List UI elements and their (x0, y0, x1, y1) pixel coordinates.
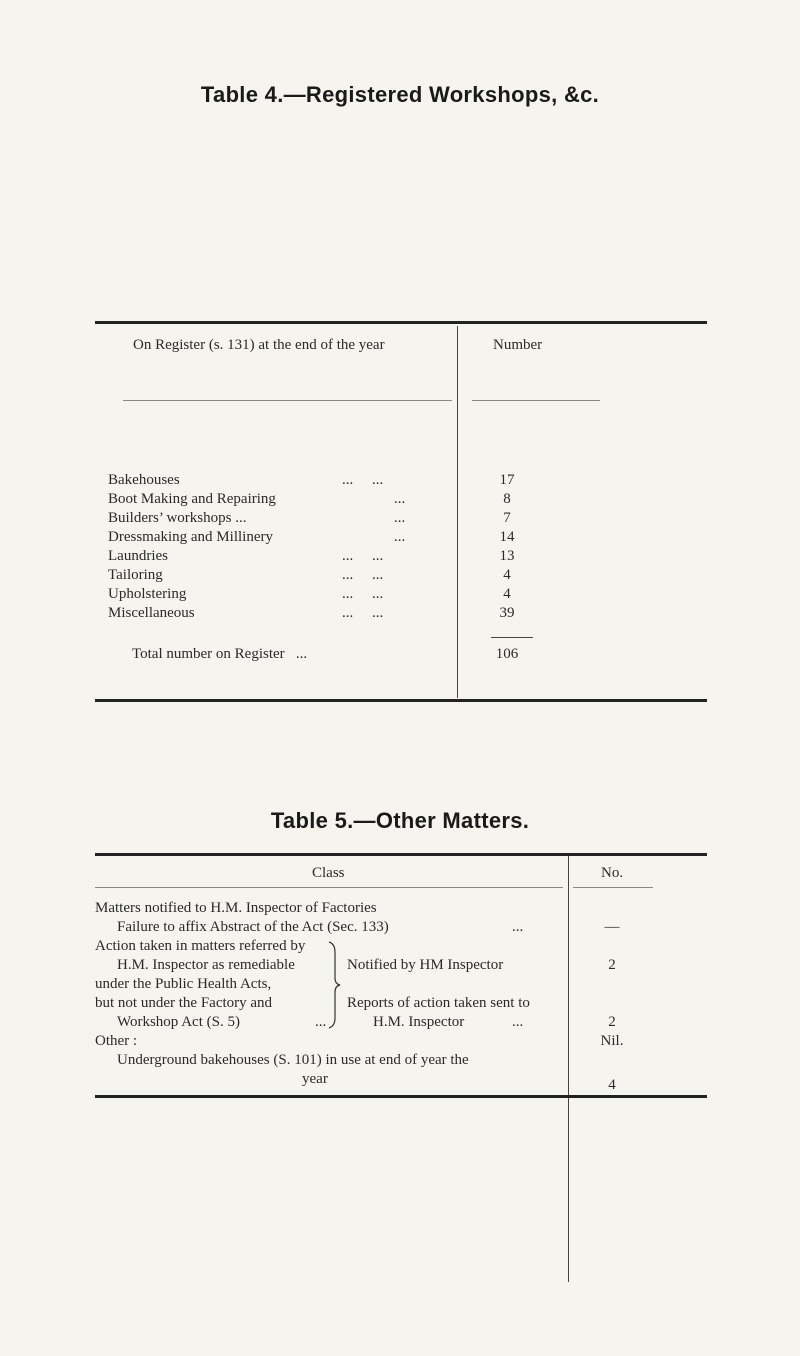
table5-bottom-rule (95, 1095, 707, 1098)
table4-row-value: 8 (503, 491, 511, 507)
table5-brace-icon (327, 940, 341, 1030)
table4-bottom-rule (95, 699, 707, 702)
table5-line-remediable: H.M. Inspector as remediable (117, 957, 295, 973)
table5-reports-dots: ... (512, 1014, 524, 1030)
table4-total-label: Total number on Register ... (132, 646, 308, 662)
table4-row-value: 4 (503, 586, 511, 602)
table4-row-label: Boot Making and Repairing (108, 491, 276, 507)
table4-row-dots: ... ... (342, 567, 384, 583)
table4-number-header-rule (472, 400, 600, 401)
table4-row-dots: ... ... (342, 586, 384, 602)
table5-failure-value: — (604, 919, 620, 935)
table5-class-header: Class (312, 865, 345, 881)
table5-notified: Notified by HM Inspector (347, 957, 504, 973)
table5-header-rule (95, 887, 563, 888)
table5-line-workshop-dots: ... (315, 1014, 327, 1030)
table4-row-dots: ... ... (342, 472, 384, 488)
table4-row-value: 7 (503, 510, 511, 526)
table5-line-failure-dots: ... (512, 919, 524, 935)
table4-row-label: Upholstering (108, 586, 187, 602)
table5-other: Other : (95, 1033, 138, 1049)
table5-line-factory: but not under the Factory and (95, 995, 273, 1011)
table5-underground-line1: Underground bakehouses (S. 101) in use at end of year the (117, 1052, 469, 1068)
table5-line-public-health: under the Public Health Acts, (95, 976, 272, 992)
table5-underground-value: 4 (608, 1077, 616, 1093)
table4-row-value: 14 (499, 529, 515, 545)
table4-row-dots: ... (394, 529, 406, 545)
table5-notified-value: 2 (608, 957, 616, 973)
table4-row-label: Laundries (108, 548, 168, 564)
table4-row-label: Builders’ workshops ... (108, 510, 247, 526)
table4-row-dots: ... (394, 510, 406, 526)
table4-row-label: Tailoring (108, 567, 163, 583)
table5-reports-value: 2 (608, 1014, 616, 1030)
table5-top-rule (95, 853, 707, 856)
table4-row-dots: ... ... (342, 548, 384, 564)
table5-reports-line2: H.M. Inspector (373, 1014, 465, 1030)
table5-reports-line1: Reports of action taken sent to (347, 995, 530, 1011)
table5-line-failure: Failure to affix Abstract of the Act (Sec. 133) (117, 919, 389, 935)
table4-row-value: 4 (503, 567, 511, 583)
table4-row-value: 17 (499, 472, 515, 488)
table4-row-label: Dressmaking and Millinery (108, 529, 273, 545)
table4-header-rule (123, 400, 452, 401)
table5-line-matters: Matters notified to H.M. Inspector of Factories (95, 900, 377, 916)
table5-underground-line2: year (302, 1071, 328, 1087)
table4-column-divider (457, 326, 458, 698)
table5-no-header-rule (573, 887, 653, 888)
table4-column-header: On Register (s. 131) at the end of the year (133, 337, 385, 353)
table4-row-dots: ... (394, 491, 406, 507)
table5-column-divider (568, 856, 569, 1282)
table4-row-label: Bakehouses (108, 472, 180, 488)
table4-row-dots: ... ... (342, 605, 384, 621)
table5-other-value: Nil. (600, 1033, 624, 1049)
table4-row-label: Miscellaneous (108, 605, 195, 621)
table5-line-workshop: Workshop Act (S. 5) (117, 1014, 240, 1030)
table4-row-value: 13 (499, 548, 515, 564)
table4-total-value: 106 (495, 646, 519, 662)
table4-title: Table 4.—Registered Workshops, &c. (200, 82, 600, 107)
table5-title: Table 5.—Other Matters. (270, 808, 530, 833)
table4-top-rule (95, 321, 707, 324)
table4-number-header: Number (493, 337, 543, 353)
table5-no-header: No. (601, 865, 624, 881)
table5-line-action: Action taken in matters referred by (95, 938, 306, 954)
table4-row-value: 39 (499, 605, 515, 621)
table4-total-rule (491, 637, 533, 638)
